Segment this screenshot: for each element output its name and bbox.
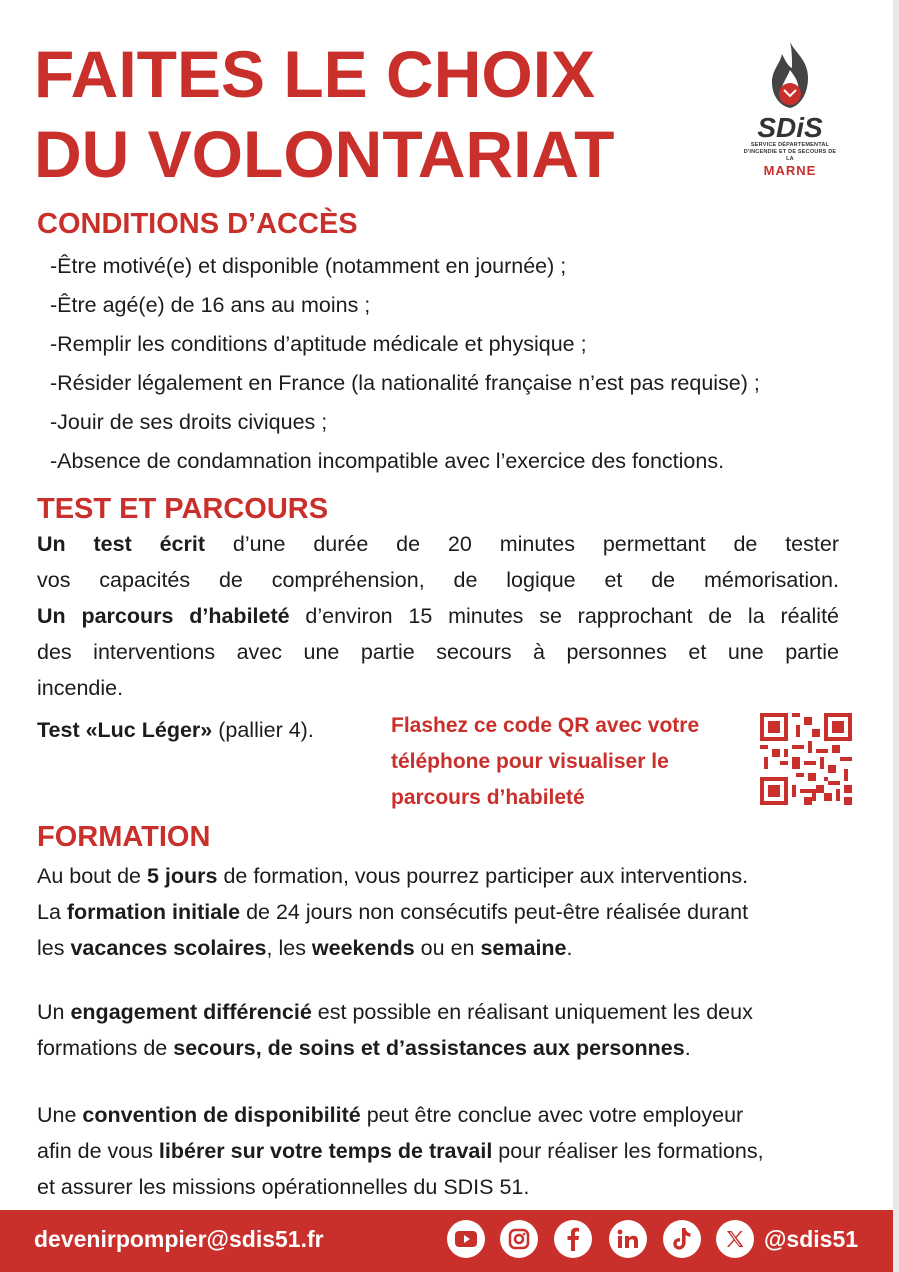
course-text: d’environ 15 minutes se rapprochant de la réalité	[289, 604, 839, 628]
written-test-line-2: vos capacités de compréhension, de logique et de mémorisation.	[37, 568, 839, 592]
qr-text-line-2: téléphone pour visualiser le	[391, 750, 669, 773]
formation-line	[37, 1097, 867, 1133]
formation-line	[37, 930, 867, 966]
text-run-bold: 5 jours	[146, 864, 218, 888]
formation-line	[37, 1133, 867, 1169]
luc-leger-label: Test «Luc Léger»	[37, 718, 213, 742]
conditions-heading: CONDITIONS D’ACCÈS	[37, 208, 358, 240]
text-run: formations de	[37, 1036, 174, 1060]
formation-line	[37, 894, 867, 930]
sdis-logo	[740, 40, 840, 190]
formation-paragraph-2	[37, 994, 867, 1066]
formation-line: et assurer les missions opérationnelles du SDIS 51.	[37, 1175, 530, 1199]
text-run-bold: formation initiale	[66, 900, 241, 924]
course-paragraph	[37, 598, 839, 706]
title-line-1: FAITES LE CHOIX	[34, 37, 596, 111]
logo-wordmark: SDiS	[757, 112, 823, 143]
list-item: -Absence de condamnation incompatible avec l’exercice des fonctions.	[50, 449, 725, 473]
text-run: ou en	[414, 936, 481, 960]
text-run: est possible en réalisant uniquement les deux	[311, 1000, 753, 1024]
tiktok-icon[interactable]	[663, 1220, 701, 1258]
logo-subtitle-1: SERVICE DÉPARTEMENTAL	[750, 142, 830, 148]
formation-line	[37, 858, 867, 894]
course-line-1	[37, 598, 839, 634]
text-run: .	[684, 1036, 691, 1060]
written-test-label: Un test écrit	[37, 532, 206, 556]
text-run: Un	[37, 1000, 71, 1024]
facebook-icon[interactable]	[554, 1220, 592, 1258]
list-item: -Jouir de ses droits civiques ;	[50, 410, 328, 434]
text-run: , les	[266, 936, 312, 960]
text-run: de 24 jours non consécutifs peut-être réalisée durant	[240, 900, 749, 924]
text-run-bold: libérer sur votre temps de travail	[158, 1139, 493, 1163]
formation-paragraph-1	[37, 858, 867, 966]
written-test-paragraph	[37, 526, 839, 598]
formation-paragraph-3	[37, 1097, 867, 1205]
logo-subtitle-2: D'INCENDIE ET DE SECOURS DE LA	[743, 149, 837, 162]
instagram-icon[interactable]	[500, 1220, 538, 1258]
contact-email-link[interactable]: devenirpompier@sdis51.fr	[34, 1226, 324, 1252]
written-test-line-1	[37, 526, 839, 562]
list-item: -Remplir les conditions d’aptitude médicale et physique ;	[50, 332, 587, 356]
luc-leger-level: (pallier 4).	[212, 718, 314, 742]
list-item: -Être motivé(e) et disponible (notamment en journée) ;	[50, 254, 567, 278]
text-run-bold: semaine	[480, 936, 567, 960]
text-run-bold: secours, de soins et d’assistances aux personnes	[173, 1036, 685, 1060]
formation-heading: FORMATION	[37, 821, 211, 853]
conditions-list	[50, 247, 890, 481]
text-run: de formation, vous pourrez participer aux interventions.	[217, 864, 749, 888]
text-run: pour réaliser les formations,	[492, 1139, 764, 1163]
footer-bar	[0, 1210, 893, 1272]
course-line-3: incendie.	[37, 676, 124, 700]
text-run: Une	[37, 1103, 83, 1127]
list-item: -Être agé(e) de 16 ans au moins ;	[50, 293, 371, 317]
text-run: peut être conclue avec votre employeur	[360, 1103, 744, 1127]
text-run-bold: convention de disponibilité	[82, 1103, 361, 1127]
formation-line	[37, 1030, 867, 1066]
test-heading: TEST ET PARCOURS	[37, 493, 329, 525]
written-test-text: d’une durée de 20 minutes permettant de tester	[205, 532, 839, 556]
text-run-bold: vacances scolaires	[70, 936, 267, 960]
text-run-bold: weekends	[311, 936, 415, 960]
text-run: les	[37, 936, 71, 960]
linkedin-icon[interactable]	[609, 1220, 647, 1258]
youtube-icon[interactable]	[447, 1220, 485, 1258]
qr-text-line-3: parcours d’habileté	[391, 786, 585, 809]
text-run-bold: engagement différencié	[70, 1000, 312, 1024]
course-line-2: des interventions avec une partie secours à personnes et une partie	[37, 640, 839, 664]
list-item: -Résider légalement en France (la nationalité française n’est pas requise) ;	[50, 371, 760, 395]
x-icon[interactable]	[716, 1220, 754, 1258]
social-handle-link[interactable]: @sdis51	[764, 1226, 859, 1252]
text-run: La	[37, 900, 67, 924]
qr-text-line-1: Flashez ce code QR avec votre	[391, 714, 700, 737]
luc-leger-test	[37, 712, 314, 748]
text-run: Au bout de	[37, 864, 147, 888]
flame-logo-icon	[762, 40, 818, 112]
qr-instructions	[391, 708, 751, 816]
text-run: afin de vous	[37, 1139, 159, 1163]
qr-code-icon[interactable]	[760, 713, 852, 805]
page-title	[34, 34, 714, 194]
formation-line	[37, 994, 867, 1030]
page-edge	[893, 0, 899, 1272]
course-label: Un parcours d’habileté	[37, 604, 290, 628]
title-line-2: DU VOLONTARIAT	[34, 117, 615, 191]
text-run: .	[566, 936, 573, 960]
logo-region: MARNE	[763, 163, 817, 178]
